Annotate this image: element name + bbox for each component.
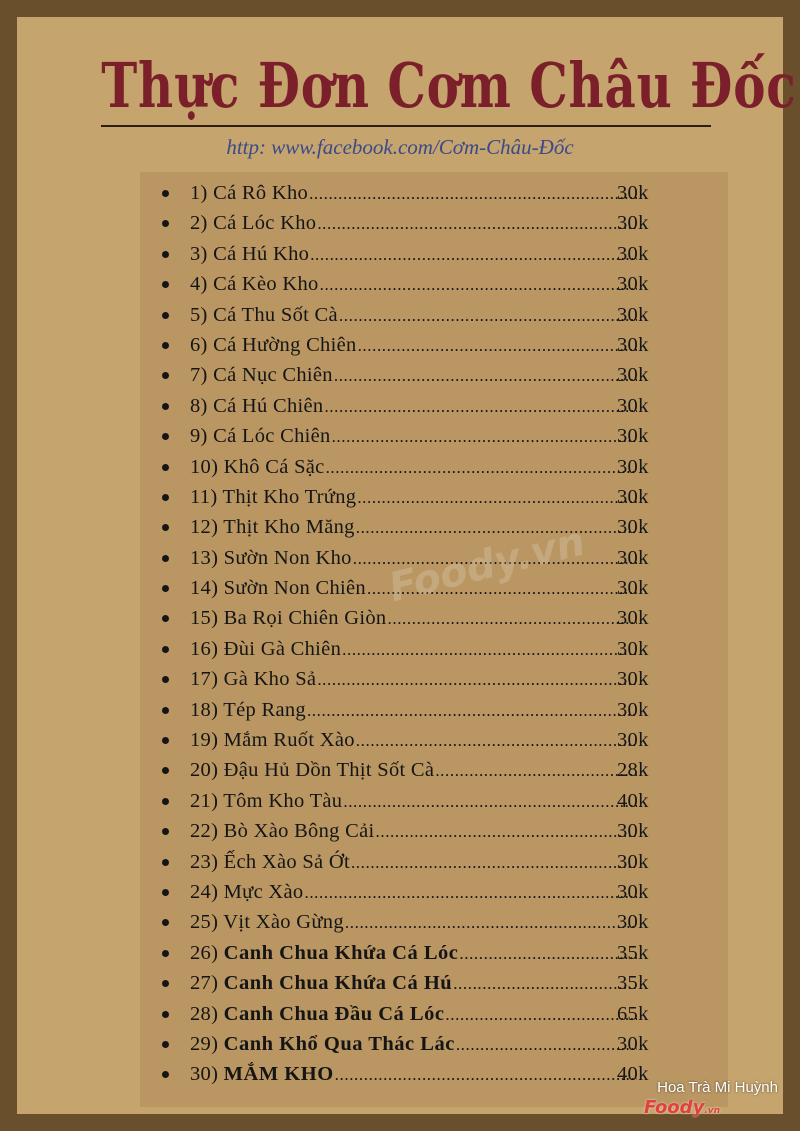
menu-item-label: Canh Chua Khứa Cá Lóc — [223, 941, 459, 964]
menu-item — [17, 330, 783, 360]
menu-item-name: 13) Sườn Non Kho — [190, 546, 352, 569]
bullet-icon — [162, 1071, 169, 1078]
menu-item — [17, 1029, 783, 1059]
bullet-icon — [162, 859, 169, 866]
bullet-icon — [162, 555, 169, 562]
menu-item-price: 30k — [617, 485, 649, 508]
menu-item-label: MẮM KHO — [223, 1063, 334, 1086]
dot-leader — [357, 331, 637, 361]
menu-item-line — [190, 999, 637, 1030]
menu-item-price: 30k — [617, 698, 649, 721]
menu-item-price: 40k — [617, 789, 649, 812]
menu-item-price: 30k — [617, 425, 649, 448]
menu-item-line — [190, 330, 637, 361]
bullet-icon — [162, 585, 169, 592]
dot-leader — [338, 301, 637, 331]
dot-leader — [306, 696, 637, 726]
bullet-icon — [162, 798, 169, 805]
menu-item-price: 30k — [617, 820, 649, 843]
dot-leader — [352, 544, 637, 574]
menu-item — [17, 452, 783, 482]
bullet-icon — [162, 889, 169, 896]
dot-leader — [316, 209, 637, 239]
bullet-icon — [162, 281, 169, 288]
menu-item-price: 30k — [617, 394, 649, 417]
menu-item — [17, 847, 783, 877]
facebook-url: http: www.facebook.com/Cơm-Châu-Đốc — [226, 135, 574, 159]
menu-item-price: 30k — [617, 637, 649, 660]
menu-item — [17, 603, 783, 633]
dot-leader — [334, 1060, 637, 1090]
bullet-icon — [162, 220, 169, 227]
title-divider — [101, 125, 711, 127]
menu-item-name — [190, 999, 444, 1029]
menu-item-price: 30k — [617, 911, 649, 934]
menu-item-name: 21) Tôm Kho Tàu — [190, 789, 343, 812]
bullet-icon — [162, 403, 169, 410]
foody-logo-text: Foody — [644, 1097, 705, 1118]
dot-leader — [387, 604, 638, 634]
dot-leader — [366, 574, 637, 604]
bullet-icon — [162, 494, 169, 501]
menu-item-price: 30k — [617, 1032, 649, 1055]
menu-item-price: 30k — [617, 212, 649, 235]
menu-item — [17, 269, 783, 299]
menu-item-name: 24) Mực Xào — [190, 880, 304, 903]
menu-item-label: Canh Chua Đầu Cá Lóc — [223, 1002, 445, 1025]
menu-item-line — [190, 1029, 637, 1060]
dot-leader — [333, 361, 637, 391]
bullet-icon — [162, 615, 169, 622]
bullet-icon — [162, 251, 169, 258]
menu-item-price: 30k — [617, 729, 649, 752]
dot-leader — [458, 939, 637, 969]
menu-item-price: 35k — [617, 972, 649, 995]
menu-item-line — [190, 938, 637, 969]
menu-item-price: 30k — [617, 850, 649, 873]
menu-item-line — [190, 816, 637, 847]
bullet-icon — [162, 950, 169, 957]
menu-item-name — [190, 938, 458, 968]
menu-item-name: 11) Thịt Kho Trứng — [190, 485, 357, 508]
menu-item-price: 28k — [617, 759, 649, 782]
menu-item-line — [190, 208, 637, 239]
menu-item-name: 12) Thịt Kho Măng — [190, 516, 355, 539]
menu-item-price: 40k — [617, 1063, 649, 1086]
bullet-icon — [162, 737, 169, 744]
menu-item-line — [190, 452, 637, 483]
menu-item-price: 30k — [617, 668, 649, 691]
bullet-icon — [162, 646, 169, 653]
menu-item-line — [190, 239, 637, 270]
menu-item — [17, 968, 783, 998]
menu-item-number: 28) — [190, 1002, 219, 1025]
menu-item-line — [190, 907, 637, 938]
menu-item — [17, 178, 783, 208]
bullet-icon — [162, 1041, 169, 1048]
dot-leader — [319, 270, 637, 300]
menu-item — [17, 208, 783, 238]
menu-item-name: 20) Đậu Hủ Dồn Thịt Sốt Cà — [190, 759, 435, 782]
menu-item-line — [190, 512, 637, 543]
bullet-icon — [162, 524, 169, 531]
menu-item-number: 29) — [190, 1032, 219, 1055]
dot-leader — [303, 878, 637, 908]
menu-item-line — [190, 664, 637, 695]
dot-leader — [355, 513, 637, 543]
menu-item-line — [190, 603, 637, 634]
menu-item — [17, 482, 783, 512]
menu-item — [17, 543, 783, 573]
menu-title: Thực Đơn Cơm Châu Đốc — [101, 49, 797, 122]
dot-leader — [434, 756, 637, 786]
menu-item-line — [190, 847, 637, 878]
menu-item-name: 23) Ếch Xào Sả Ớt — [190, 850, 350, 873]
bullet-icon — [162, 372, 169, 379]
menu-item-number: 26) — [190, 941, 219, 964]
menu-item-line — [190, 755, 637, 786]
menu-item-name: 9) Cá Lóc Chiên — [190, 425, 331, 448]
menu-item — [17, 421, 783, 451]
menu-item — [17, 755, 783, 785]
menu-item-name: 1) Cá Rô Kho — [190, 182, 309, 204]
dot-leader — [455, 1030, 637, 1060]
dot-leader — [344, 908, 637, 938]
menu-item — [17, 360, 783, 390]
menu-item-number: 27) — [190, 972, 219, 995]
menu-item-name: 7) Cá Nục Chiên — [190, 364, 333, 387]
bullet-icon — [162, 767, 169, 774]
dot-leader — [444, 1000, 637, 1030]
bullet-icon — [162, 707, 169, 714]
menu-item-name: 18) Tép Rang — [190, 698, 306, 721]
menu-item — [17, 573, 783, 603]
menu-item-price: 35k — [617, 941, 649, 964]
menu-item-price: 65k — [617, 1002, 649, 1025]
dot-leader — [355, 726, 637, 756]
menu-item-number: 30) — [190, 1063, 219, 1086]
menu-item-line — [190, 877, 637, 908]
menu-item-price: 30k — [617, 273, 649, 296]
menu-item-price: 30k — [617, 880, 649, 903]
menu-item-line — [190, 543, 637, 574]
menu-item-price: 30k — [617, 364, 649, 387]
dot-leader — [308, 179, 637, 209]
menu-item-name: 2) Cá Lóc Kho — [190, 212, 317, 235]
dot-leader — [356, 483, 637, 513]
menu-item-name: 16) Đùi Gà Chiên — [190, 637, 342, 660]
dot-leader — [331, 422, 637, 452]
menu-item-line — [190, 968, 637, 999]
menu-item-label: Canh Khổ Qua Thác Lác — [223, 1032, 455, 1055]
menu-item — [17, 300, 783, 330]
dot-leader — [350, 848, 637, 878]
menu-item — [17, 695, 783, 725]
menu-item — [17, 391, 783, 421]
menu-item-line — [190, 1059, 637, 1090]
menu-item-price: 30k — [617, 333, 649, 356]
menu-item-price: 30k — [617, 607, 649, 630]
bullet-icon — [162, 342, 169, 349]
menu-item-line — [190, 482, 637, 513]
menu-item-price: 30k — [617, 303, 649, 326]
menu-item — [17, 725, 783, 755]
foody-logo — [644, 1097, 720, 1118]
menu-item — [17, 634, 783, 664]
bullet-icon — [162, 980, 169, 987]
menu-item-line — [190, 421, 637, 452]
menu-item-label: Canh Chua Khứa Cá Hú — [223, 972, 453, 995]
menu-item-name: 15) Ba Rọi Chiên Giòn — [190, 607, 387, 630]
menu-item — [17, 786, 783, 816]
menu-item-name — [190, 1029, 455, 1059]
menu-item-name — [190, 1059, 334, 1089]
menu-item — [17, 877, 783, 907]
menu-item-line — [190, 178, 637, 209]
menu-item-name: 17) Gà Kho Sả — [190, 668, 317, 691]
menu-item — [17, 664, 783, 694]
bullet-icon — [162, 190, 169, 197]
foody-logo-suffix: .vn — [704, 1106, 720, 1116]
menu-item-name: 8) Cá Hú Chiên — [190, 394, 324, 417]
menu-item-line — [190, 269, 637, 300]
menu-item-name: 4) Cá Kèo Kho — [190, 273, 319, 296]
menu-item-price: 30k — [617, 516, 649, 539]
dot-leader — [325, 453, 637, 483]
dot-leader — [375, 817, 638, 847]
photographer-credit: Hoa Trà Mi Huỳnh — [657, 1079, 778, 1096]
menu-item-name: 25) Vịt Xào Gừng — [190, 911, 344, 934]
menu-item-price: 30k — [617, 455, 649, 478]
dot-leader — [341, 635, 637, 665]
menu-item-name — [190, 968, 452, 998]
menu-item-line — [190, 300, 637, 331]
bullet-icon — [162, 1011, 169, 1018]
bullet-icon — [162, 312, 169, 319]
menu-item — [17, 907, 783, 937]
menu-item — [17, 239, 783, 269]
dot-leader — [316, 665, 637, 695]
menu-item-price: 30k — [617, 546, 649, 569]
menu-item-line — [190, 360, 637, 391]
menu-item-line — [190, 786, 637, 817]
dot-leader — [342, 787, 637, 817]
menu-item-line — [190, 634, 637, 665]
bullet-icon — [162, 919, 169, 926]
bullet-icon — [162, 464, 169, 471]
menu-item-name: 14) Sườn Non Chiên — [190, 577, 366, 600]
menu-item-line — [190, 391, 637, 422]
menu-item-name: 22) Bò Xào Bông Cải — [190, 820, 375, 843]
menu-item-name: 19) Mắm Ruốt Xào — [190, 729, 355, 752]
menu-item — [17, 938, 783, 968]
menu-item — [17, 816, 783, 846]
bullet-icon — [162, 433, 169, 440]
dot-leader — [452, 969, 637, 999]
menu-item-price: 30k — [617, 182, 649, 204]
dot-leader — [323, 392, 637, 422]
menu-item-name: 3) Cá Hú Kho — [190, 242, 310, 265]
menu-item — [17, 512, 783, 542]
menu-item-line — [190, 725, 637, 756]
menu-item-name: 10) Khô Cá Sặc — [190, 455, 325, 478]
menu-item-price: 30k — [617, 577, 649, 600]
menu-item-price: 30k — [617, 242, 649, 265]
menu-list — [17, 178, 783, 1090]
bullet-icon — [162, 676, 169, 683]
menu-item-line — [190, 573, 637, 604]
dot-leader — [309, 240, 637, 270]
menu-page — [17, 17, 797, 1114]
menu-item-line — [190, 695, 637, 726]
menu-item — [17, 999, 783, 1029]
menu-item-name: 5) Cá Thu Sốt Cà — [190, 303, 338, 326]
menu-item-name: 6) Cá Hường Chiên — [190, 333, 357, 356]
bullet-icon — [162, 828, 169, 835]
